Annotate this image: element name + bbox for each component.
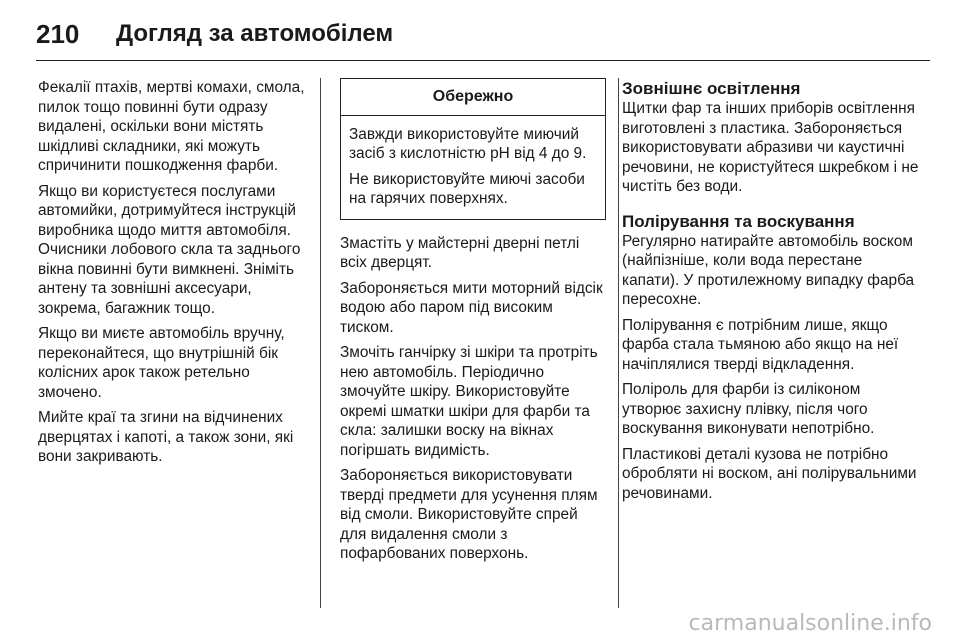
column-3 [622,78,922,509]
warning-title: Обережно [341,79,605,116]
chapter-title: Догляд за автомобілем [116,20,394,47]
warning-paragraph: Не використовуйте миючі засоби на гарячих поверхнях. [349,170,585,207]
paragraph: Якщо ви користуєтеся послугами автомийки, дотримуйтеся інструкцій виробника щодо миття автомобіля. Очисники лобового скла та заднього вікна повинні бути вимкнені. Зніміть антену та зовнішні аксесуари, зокрема, багажник тощо. [38,182,301,317]
paragraph: Регулярно натирайте автомобіль воском (найпізніше, коли вода перестане капати). У протилежному випадку фарба пересохне. [622,232,915,308]
paragraph: Якщо ви миєте автомобіль вручну, переконайтеся, що внутрішній бік колісних арок також ретельно змочено. [38,325,285,401]
column-2 [340,78,606,570]
paragraph: Забороняється використовувати тверді предмети для усунення плям від смоли. Використовуйте спрей для видалення смоли з пофарбованих поверхонь. [340,467,598,562]
page-number: 210 [36,18,80,49]
column-divider [320,78,321,608]
paragraph: Пластикові деталі кузова не потрібно обробляти ні воском, ані полірувальними речовинами. [622,445,917,502]
section-heading: Зовнішнє освітлення [622,79,801,98]
warning-paragraph: Завжди використовуйте миючий засіб з кислотністю рН від 4 до 9. [349,125,587,162]
paragraph: Щитки фар та інших приборів освітлення виготовлені з пластика. Забороняється використовувати абразиви чи каустичні речовини, не користуйтеся шкребком і не чистіть без води. [622,100,919,195]
paragraph: Полірування є потрібним лише, якщо фарба стала тьмяною або якщо на неї начіплялися тверді відкладення. [622,316,899,373]
paragraph: Забороняється мити моторний відсік водою або паром під високим тиском. [340,279,603,336]
section-heading: Полірування та воскування [622,211,855,231]
warning-body [341,116,605,219]
column-divider [618,78,619,608]
paragraph: Змочіть ганчірку зі шкіри та протріть нею автомобіль. Періодично змочуйте шкіру. Використовуйте окремі шматки шкіри для фарби та скла: залишки воску на вікнах погіршать видимість. [340,344,598,459]
paragraph: Змастіть у майстерні дверні петлі всіх дверцят. [340,234,580,271]
warning-box [340,78,606,220]
paragraph: Мийте краї та згини на відчинених дверцятах і капоті, а також зони, які вони закривають. [38,409,294,465]
watermark: carmanualsonline.info [688,611,932,636]
page-header [36,14,393,54]
paragraph: Поліроль для фарби із силіконом утворює захисну плівку, після чого воскування виконувати непотрібно. [622,381,875,437]
paragraph: Фекалії птахів, мертві комахи, смола, пилок тощо повинні бути одразу видалені, оскільки вони містять шкідливі складники, які можуть спричинити пошкодження фарби. [38,79,305,174]
column-1 [38,78,306,473]
header-rule [36,60,930,61]
